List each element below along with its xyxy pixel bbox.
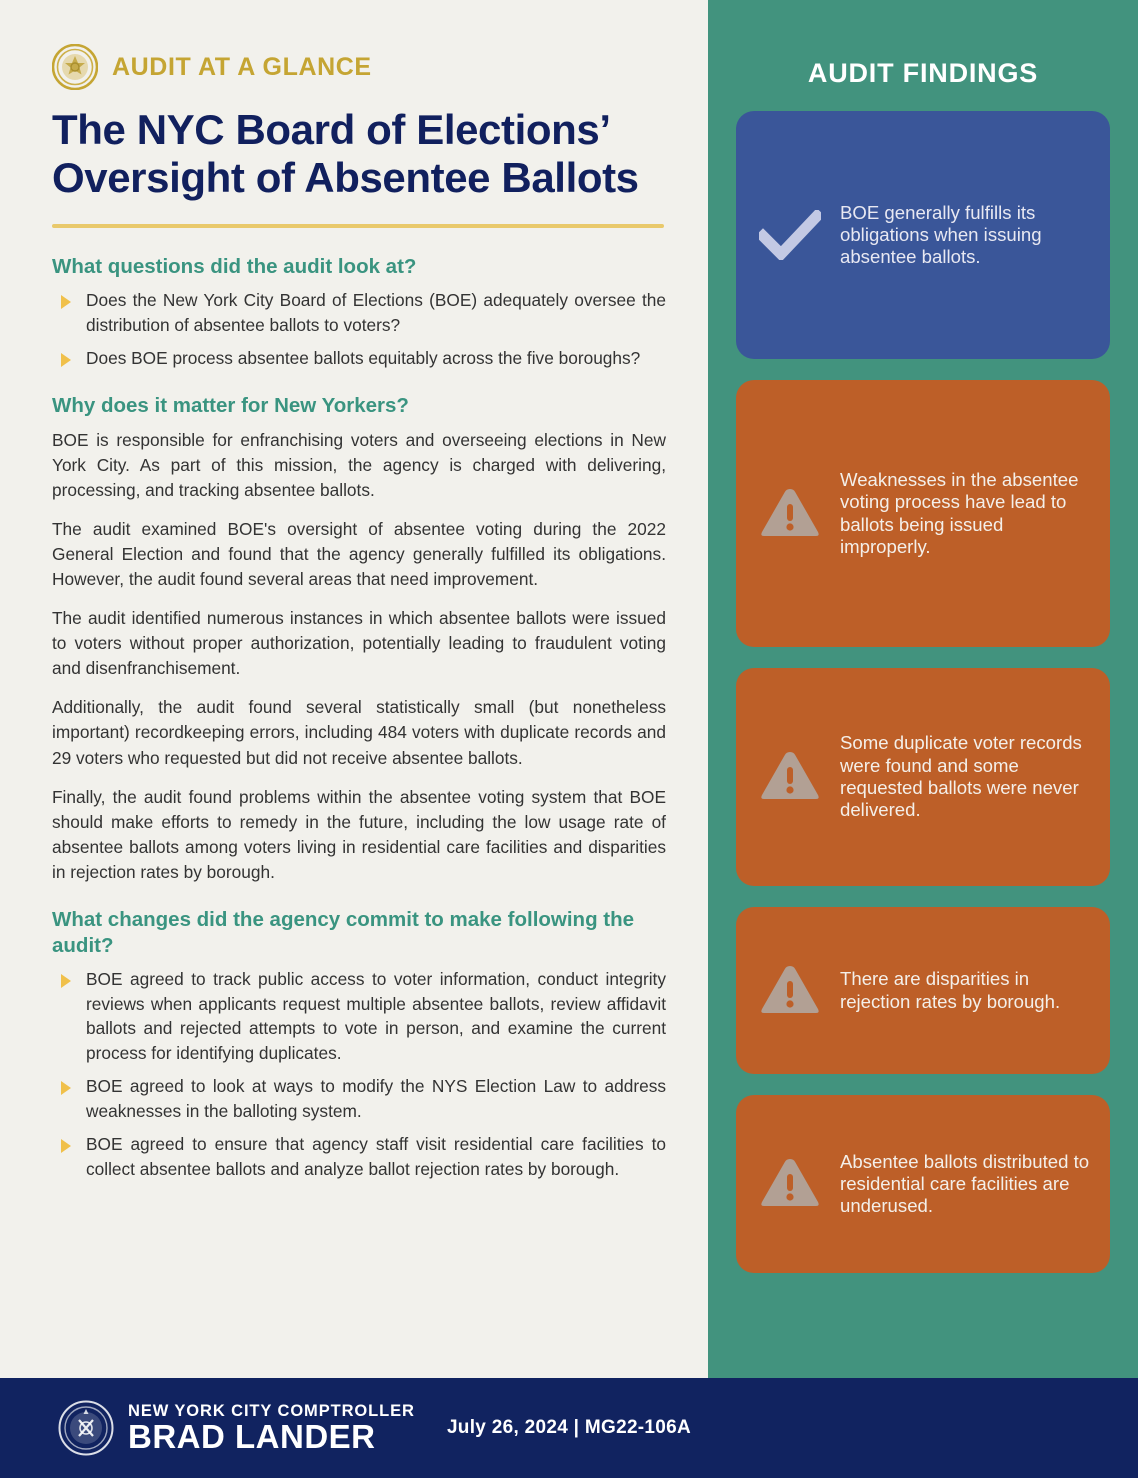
check-icon bbox=[754, 210, 826, 260]
warning-triangle-icon bbox=[754, 1155, 826, 1213]
page-footer bbox=[0, 1378, 1138, 1478]
nyc-comptroller-seal-white-icon bbox=[58, 1400, 114, 1456]
section-heading-changes: What changes did the agency commit to make following the audit? bbox=[52, 907, 635, 957]
list-item: BOE agreed to track public access to voter information, conduct integrity reviews when applicants request multiple absentee ballots, review affidavit ballots and rejected attempts to vote in person, and examine the current process for identifying duplicates. bbox=[52, 967, 666, 1065]
changes-bullet-list bbox=[52, 967, 666, 1181]
body-paragraph: BOE is responsible for enfranchising voters and overseeing elections in New York City. As part of this mission, the agency is charged with delivering, processing, and tracking absentee ballots. bbox=[52, 429, 666, 500]
finding-text: Weaknesses in the absentee voting process have lead to ballots being issued improperly. bbox=[840, 468, 1079, 557]
finding-card-positive bbox=[736, 111, 1110, 359]
warning-triangle-icon bbox=[754, 485, 826, 543]
finding-card-warning-1 bbox=[736, 380, 1110, 647]
title-divider bbox=[52, 224, 664, 228]
brand-row bbox=[52, 44, 666, 90]
body-paragraph: The audit examined BOE's oversight of absentee voting during the 2022 General Election and found that the agency generally fulfilled its obligations. However, the audit found several areas that need improvement. bbox=[52, 518, 666, 590]
list-item: Does BOE process absentee ballots equitably across the five boroughs? bbox=[52, 346, 666, 371]
list-item: BOE agreed to look at ways to modify the NYS Election Law to address weaknesses in the balloting system. bbox=[52, 1074, 666, 1123]
finding-text: Absentee ballots distributed to residential care facilities are underused. bbox=[840, 1150, 1090, 1217]
nyc-comptroller-seal-gold-icon bbox=[52, 44, 98, 90]
finding-card-warning-4 bbox=[736, 1095, 1110, 1273]
audit-findings-panel bbox=[708, 0, 1138, 1378]
findings-card-list bbox=[708, 89, 1138, 1273]
finding-card-warning-2 bbox=[736, 668, 1110, 886]
section-heading-why-matter: Why does it matter for New Yorkers? bbox=[52, 394, 409, 418]
body-paragraph: Finally, the audit found problems within the absentee voting system that BOE should make efforts to remedy in the future, including the low usage rate of absentee ballots among voters living in residential care facilities and disparities in rejection rates by borough. bbox=[52, 786, 666, 882]
questions-bullet-list bbox=[52, 288, 666, 371]
page-title: The NYC Board of Elections’ Oversight of Absentee Ballots bbox=[52, 106, 639, 201]
brand-kicker: AUDIT AT A GLANCE bbox=[112, 52, 372, 81]
footer-brand bbox=[58, 1400, 415, 1456]
warning-triangle-icon bbox=[754, 748, 826, 806]
footer-office-line: NEW YORK CITY COMPTROLLER bbox=[128, 1401, 415, 1420]
list-item: BOE agreed to ensure that agency staff visit residential care facilities to collect absentee ballots and analyze ballot rejection rates by borough. bbox=[52, 1132, 666, 1181]
audit-findings-title: AUDIT FINDINGS bbox=[807, 58, 1039, 88]
footer-name-block bbox=[128, 1402, 415, 1455]
section-heading-questions: What questions did the audit look at? bbox=[52, 254, 417, 278]
finding-text: BOE generally fulfills its obligations when issuing absentee ballots. bbox=[840, 201, 1042, 268]
finding-text: Some duplicate voter records were found and some requested ballots were never delivered. bbox=[840, 732, 1082, 821]
list-item: Does the New York City Board of Elections (BOE) adequately oversee the distribution of absentee ballots to voters? bbox=[52, 288, 666, 337]
footer-date-and-report-id: July 26, 2024 | MG22-106A bbox=[446, 1417, 692, 1438]
body-paragraph: The audit identified numerous instances in which absentee ballots were issued to voters without proper authorization, potentially leading to fraudulent voting and disenfranchisement. bbox=[52, 608, 666, 679]
finding-text: There are disparities in rejection rates by borough. bbox=[840, 968, 1061, 1012]
body-paragraph: Additionally, the audit found several statistically small (but nonetheless important) recordkeeping errors, including 484 voters with duplicate records and 29 voters who requested but did not receive absentee ballots. bbox=[52, 697, 666, 768]
warning-triangle-icon bbox=[754, 962, 826, 1020]
finding-card-warning-3 bbox=[736, 907, 1110, 1074]
footer-name-line: BRAD LANDER bbox=[128, 1417, 376, 1455]
